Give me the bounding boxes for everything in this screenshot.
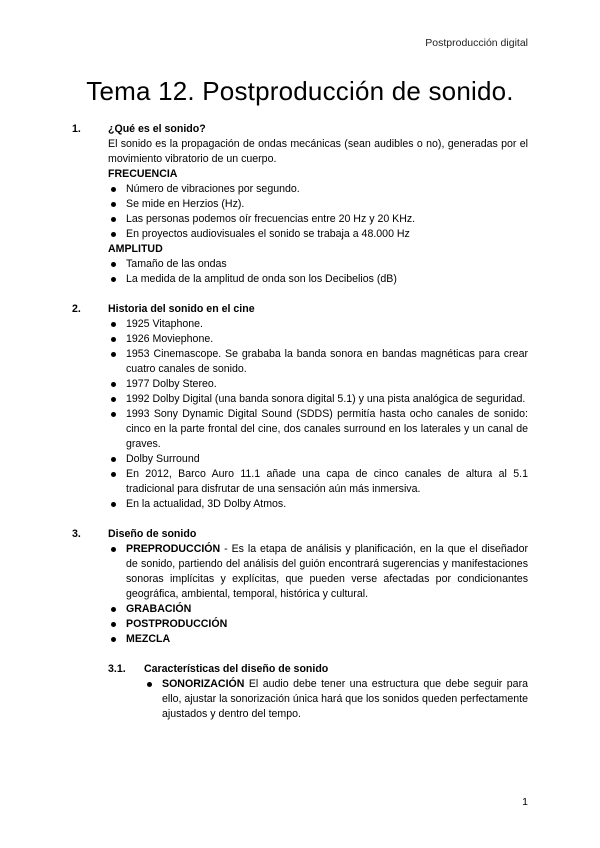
list-item: En proyectos audiovisuales el sonido se trabaja a 48.000 Hz [108,227,528,242]
list-item: Se mide en Herzios (Hz). [108,197,528,212]
sound-design-list [72,542,528,647]
list-item [108,632,528,647]
subheading-amplitud: AMPLITUD [108,243,163,255]
list-item: 1926 Moviephone. [108,332,528,347]
list-item [108,617,528,632]
section-sound-design [72,527,528,722]
subsection-number: 3.1. [108,663,126,675]
section-title: ¿Qué es el sonido? [108,123,206,135]
section-heading [72,302,528,317]
section-heading [72,527,528,542]
item-label: MEZCLA [126,633,171,645]
section-title: Diseño de sonido [108,528,197,540]
spacer [72,287,528,302]
list-item: Las personas podemos oír frecuencias entre 20 Hz y 20 KHz. [108,212,528,227]
section-content [108,242,528,257]
frecuencia-list [72,182,528,242]
item-label: GRABACIÓN [126,603,192,615]
section-heading [72,122,528,137]
list-item: En 2012, Barco Auro 11.1 añade una capa de cinco canales de altura al 5.1 tradicional para disfrutar de una sensación aún más inmersiva. [108,467,528,497]
subsection-title: Características del diseño de sonido [144,663,329,675]
history-list [72,317,528,512]
item-text: El audio debe tener una estructura que debe seguir para ello, ajustar la sonorización única hará que los sonidos queden perfectamente ajustados y dentro del tempo. [162,678,528,720]
page-number: 1 [522,796,528,808]
list-item: Número de vibraciones por segundo. [108,182,528,197]
section-number: 1. [72,123,81,135]
section-content [108,137,528,182]
amplitud-list [72,257,528,287]
list-item: 1977 Dolby Stereo. [108,377,528,392]
list-item: En la actualidad, 3D Dolby Atmos. [108,497,528,512]
list-item: 1953 Cinemascope. Se grababa la banda sonora en bandas magnéticas para crear cuatro canales de sonido. [108,347,528,377]
subsection-heading [108,662,528,677]
spacer [72,647,528,662]
spacer [72,512,528,527]
item-label: SONORIZACIÓN [162,678,245,690]
subheading-frecuencia: FRECUENCIA [108,168,178,180]
list-item [108,542,528,602]
list-item: La medida de la amplitud de onda son los Decibelios (dB) [108,272,528,287]
section-history [72,302,528,512]
list-item: 1925 Vitaphone. [108,317,528,332]
section-number: 3. [72,528,81,540]
item-text: - Es la etapa de análisis y planificación, en la que el diseñador de sonido, partiendo del análisis del guión encontrará sugerencias y manifestaciones sonoras implícitas y explícitas, que pueden verse afectadas por condicionantes geográfica, ambiental, temporal, histórica y cultural. [126,543,528,600]
list-item: 1993 Sony Dynamic Digital Sound (SDDS) permitía hasta ocho canales de sonido: cinco en la parte frontal del cine, dos canales surround en los laterales y un canal de graves. [108,407,528,452]
design-characteristics-list [72,677,528,722]
list-item [144,677,528,722]
list-item: Dolby Surround [108,452,528,467]
list-item: 1992 Dolby Digital (una banda sonora digital 5.1) y una pista analógica de seguridad. [108,392,528,407]
section-number: 2. [72,303,81,315]
section-title: Historia del sonido en el cine [108,303,255,315]
section-intro: El sonido es la propagación de ondas mecánicas (sean audibles o no), generadas por el movimiento vibratorio de un cuerpo. [108,138,528,165]
document-body [72,122,528,722]
list-item [108,602,528,617]
list-item: Tamaño de las ondas [108,257,528,272]
document-title: Tema 12. Postproducción de sonido. [86,76,514,106]
item-label: POSTPRODUCCIÓN [126,618,228,630]
item-label: PREPRODUCCIÓN [126,543,221,555]
running-header: Postproducción digital [425,37,528,49]
section-what-is-sound [72,122,528,287]
